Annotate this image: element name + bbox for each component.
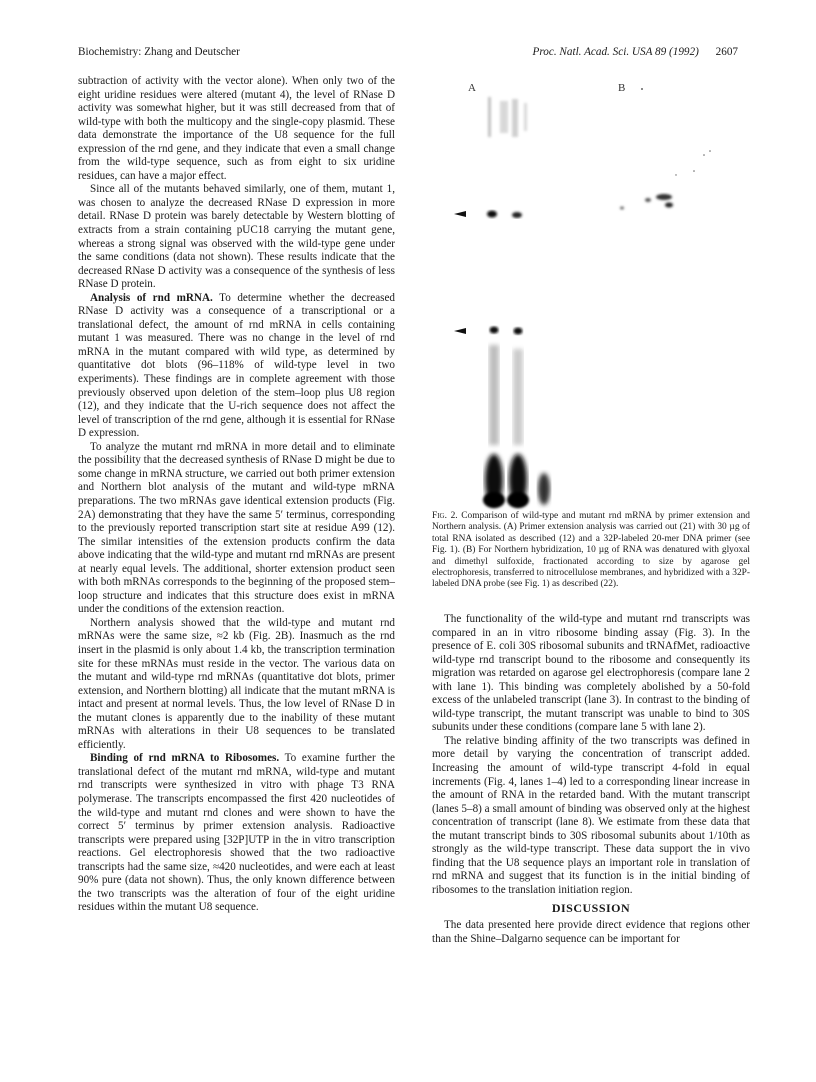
page-number: 2607	[715, 46, 738, 58]
paragraph: subtraction of activity with the vector alone). When only two of the eight uridine residues were altered (mutant 4), the level of RNase D activity was somewhat higher, but it was still decreased from that of wild-type with both the multicopy and the single-copy plasmid. These data demonstrate the importance of the U8 sequence for the full expression of the rnd gene, and they indicate that even a small change from the wild-type sequence, such as from eight to six uridine residues, can have a major effect.	[78, 75, 395, 182]
paragraph-text: To determine whether the decreased RNase D activity was a consequence of a transcriptional or a translational defect, the amount of rnd mRNA in cells containing mutant 1 was measured. There was no change in the level of rnd mRNA in the mutant compared with wild type, as determined by quantitative dot blots (96–118% of wild-type level in two experiments). These findings are in complete agreement with those previously observed upon deletion of the stem–loop plus U8 region (12), and they indicate that the U-rich sequence does not affect the level of transcription of the rnd gene, although it is essential for RNase D expression.	[78, 291, 396, 440]
figure-caption	[432, 511, 750, 591]
northern-smear-lanes	[483, 327, 550, 509]
ladder-lanes	[488, 97, 527, 137]
header-right	[532, 46, 738, 58]
paragraph-text: To examine further the translational defect of the mutant rnd mRNA, wild-type and mutant rnd transcripts were synthesized in vitro with phage T3 RNA polymerase. The transcripts encompassed the first 420 nucleotides of the wild-type and mutant rnd clones and were shown to have the correct 5′ terminus by primer extension analysis. Radioactive transcripts were prepared using [32P]UTP in the in vitro transcription reactions. Gel electrophoresis showed that the two radioactive transcripts had the same size, ≈420 nucleotides, and were each at least 90% pure (data not shown). Thus, the only known difference between the two transcripts was the alteration of four of the eight uridine residues within the mutant U8 sequence.	[78, 752, 395, 914]
primer-extension-bands	[487, 211, 522, 219]
header-authors: Biochemistry: Zhang and Deutscher	[78, 46, 240, 58]
northern-upper-bands	[620, 194, 673, 210]
paragraph-analysis	[78, 292, 395, 441]
right-column	[432, 613, 750, 946]
gel-image	[432, 75, 750, 515]
speckles	[641, 88, 711, 176]
paragraph: Since all of the mutants behaved similarly, one of them, mutant 1, was chosen to analyze the decreased RNase D expression in more detail. RNase D protein was barely detectable by Western blotting of extracts from a strain containing pUC18 carrying the mutant gene, whereas a strong signal was observed with the wild-type gene under the same conditions (data not shown). These results indicate that the decreased RNase D activity was a consequence of the synthesis of less RNase D protein.	[78, 183, 395, 291]
caption-label: Fig. 2.	[432, 511, 458, 521]
paragraph: The relative binding affinity of the two transcripts was defined in more detail by varying the concentration of transcript added. Increasing the amount of wild-type transcript 4-fold in equal increments (Fig. 4, lanes 1–4) led to a corresponding linear increase in the amount of RNA in the retarded band. With the mutant transcript (lanes 5–8) a small amount of binding was observed only at the highest concentration of transcript (lane 8). We estimate from these data that the mutant transcript binds to 30S ribosomal subunits about 1/10th as strongly as the wild-type transcript. These data support the in vivo finding that the U8 sequence plays an important role in translation of rnd mRNA and suggest that its function is in the initial binding of ribosomes to the translation initiation region.	[432, 734, 750, 896]
header-journal: Proc. Natl. Acad. Sci. USA 89 (1992)	[532, 46, 699, 58]
figure-2	[432, 75, 750, 515]
section-heading: Binding of rnd mRNA to Ribosomes.	[90, 752, 280, 765]
paragraph-binding	[78, 752, 395, 915]
paragraph: To analyze the mutant rnd mRNA in more detail and to eliminate the possibility that the decreased synthesis of RNase D might be due to some change in mRNA structure, we carried out both primer extension and Northern blot analysis of the mutant and wild-type mRNA preparations. The two mRNAs gave identical extension products (Fig. 2A) demonstrating that they have the same 5′ terminus, corresponding to the previously reported transcription start site at residue A99 (12). The similar intensities of the extension products confirm the data above indicating that the wild-type and mutant rnd mRNAs are present at nearly equal levels. The additional, shorter extension product seen with both mRNAs corresponds to the beginning of the proposed stem–loop structure and indicates that this structure does exist in mRNA under the conditions of the extension reaction.	[78, 440, 395, 616]
panel-label-a: A	[468, 82, 476, 94]
paragraph: Northern analysis showed that the wild-type and mutant rnd mRNAs were the same size, ≈2 kb (Fig. 2B). Inasmuch as the rnd insert in the plasmid is only about 1.4 kb, the transcription termination site for these mRNAs must reside in the vector. The various data on the mutant and wild-type rnd mRNAs (quantitative dot blots, primer extension, and Northern blotting) all indicate that the mutant mRNA is intact and present at normal levels. Thus, the low level of RNase D in the mutant clones is apparently due to the inability of these mutant mRNAs with alterations in their U8 sequences to be translated efficiently.	[78, 616, 395, 751]
left-column	[78, 75, 395, 915]
discussion-heading: DISCUSSION	[551, 901, 631, 916]
caption-text: Comparison of wild-type and mutant rnd mRNA by primer extension and Northern analysis. (A) Primer extension analysis was carried out (21) with 30 µg of total RNA isolated as described (12) and a 32P-labeled 20-mer DNA primer (see Fig. 1). (B) For Northern hybridization, 10 µg of RNA was denatured with glyoxal and dimethyl sulfoxide, fractionated according to size by agarose gel electrophoresis, transferred to nitrocellulose membranes, and hybridized with a 32P-labeled DNA probe (see Fig. 1) as described (22).	[432, 511, 750, 590]
arrow-marker-a	[454, 211, 466, 217]
arrow-marker-b	[454, 328, 466, 334]
panel-label-b: B	[618, 82, 626, 94]
section-heading: Analysis of rnd mRNA.	[90, 291, 213, 304]
paragraph: The data presented here provide direct evidence that regions other than the Shine–Dalgarno sequence can be important for	[432, 919, 750, 945]
paragraph: The functionality of the wild-type and mutant rnd transcripts was compared in an in vitro ribosome binding assay (Fig. 3). In the presence of E. coli 30S ribosomal subunits and tRNAfMet, radioactive wild-type rnd transcript bound to the ribosome and consequently its migration was retarded on agarose gel electrophoresis (compare lane 2 with lane 1). This binding was completely abolished by a 50-fold excess of the unlabeled transcript (lane 3). In contrast to the binding of wild-type transcript, the mutant transcript was unable to bind to 30S subunits under these conditions (compare lane 5 with lane 2).	[432, 613, 750, 734]
running-header	[78, 46, 738, 64]
